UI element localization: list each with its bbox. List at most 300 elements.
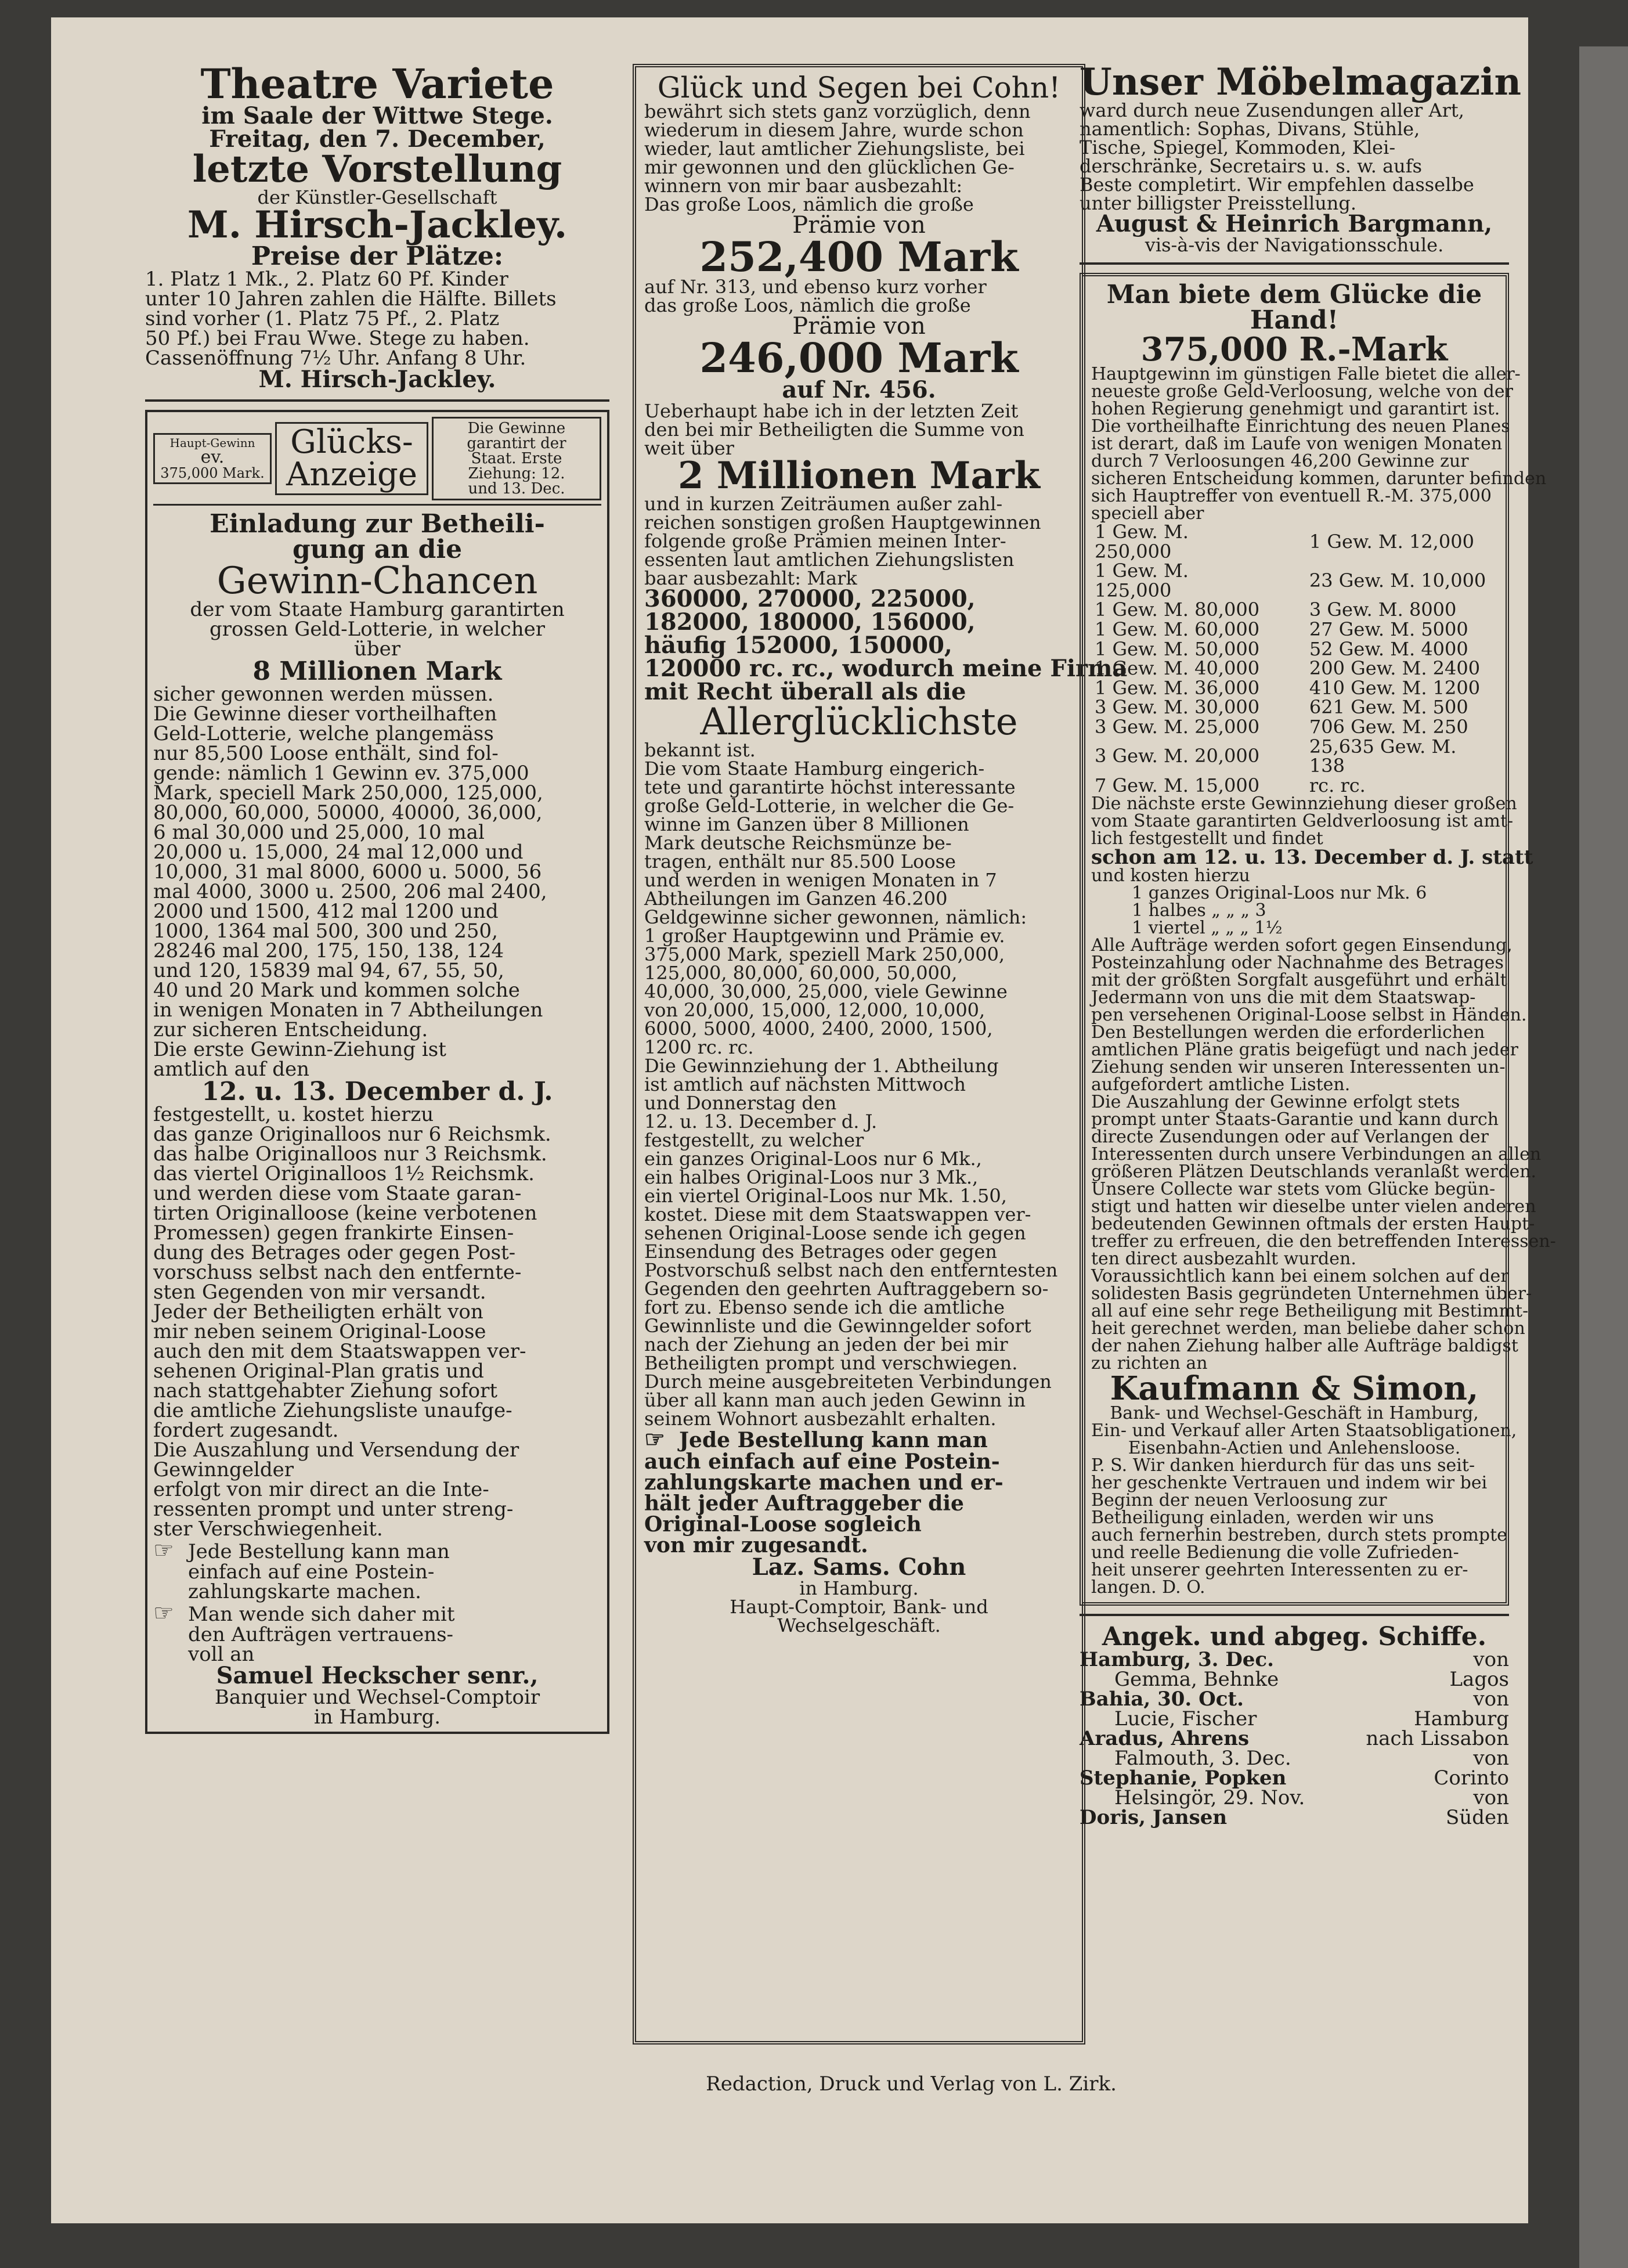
ad2-line: prompt unter Staats-Garantie und kann durch	[1091, 1109, 1499, 1130]
body-block-3	[153, 1105, 601, 1539]
signature: M. Hirsch-Jackley.	[258, 366, 496, 393]
ad2-line: Jedermann von uns die mit dem Staatswap-	[1091, 987, 1476, 1008]
moebel-line: unter billigster Preisstellung.	[1080, 192, 1357, 214]
cohn-line: über all kann man auch jeden Gewinn in	[644, 1389, 1026, 1411]
cohn-title: Glück und Segen bei Cohn!	[657, 71, 1061, 104]
body-line: das viertel Originalloos 1½ Reichsmk.	[153, 1162, 535, 1185]
kaufmann-firm: Kaufmann & Simon,	[1110, 1369, 1479, 1408]
cohn-line: ein halbes Original-Loos nur 3 Mk.,	[644, 1166, 979, 1188]
hand-line-text: voll an	[188, 1643, 255, 1666]
ad2-line: sicheren Entscheidung kommen, darunter befinden	[1091, 468, 1547, 489]
ad-header	[153, 417, 601, 506]
ad2-lines	[1091, 364, 1547, 524]
cohn-line: baar ausbezahlt: Mark	[644, 567, 857, 589]
body-line: dung des Betrages oder gegen Post-	[153, 1241, 516, 1264]
column-right	[1080, 60, 1556, 2165]
ship-destination: von	[1473, 1786, 1509, 1810]
cohn-line: weit über	[644, 437, 734, 459]
loose-list	[1091, 885, 1497, 937]
kaufmann-sub-line: Eisenbahn-Actien und Anlehensloose.	[1128, 1438, 1461, 1459]
body-line: 10,000, 31 mal 8000, 6000 u. 5000, 56	[153, 860, 542, 884]
letzte-vorstellung: letzte Vorstellung	[192, 147, 562, 191]
body-line: sehenen Original-Plan gratis und	[153, 1360, 484, 1383]
ship-destination: Hamburg	[1414, 1707, 1509, 1731]
body-line: Promessen) gegen frankirte Einsen-	[153, 1221, 514, 1245]
cohn-line: Geldgewinne sicher gewonnen, nämlich:	[644, 906, 1027, 928]
cohn-line: und Donnerstag den	[644, 1092, 837, 1114]
kuenstler: der Künstler-Gesellschaft	[257, 186, 497, 208]
cohn-line: 6000, 5000, 4000, 2400, 2000, 1500,	[644, 1018, 993, 1040]
cohn-hand-text: Original-Loose sogleich	[644, 1512, 922, 1537]
ship-name: Hamburg, 3. Dec.	[1080, 1648, 1274, 1672]
body-line: 40 und 20 Mark und kommen solche	[153, 979, 520, 1002]
body-line: nur 85,500 Loose enthält, sind fol-	[153, 742, 499, 765]
cohn-line: seinem Wohnort ausbezahlt erhalten.	[644, 1408, 997, 1430]
cohn-sender: Laz. Sams. Cohn	[752, 1553, 966, 1581]
ship-row	[1080, 1768, 1509, 1788]
company-name: M. Hirsch-Jackley.	[187, 203, 568, 247]
loose-line: 1 viertel „ „ „ 1½	[1132, 918, 1283, 939]
hand-line-text: Jede Bestellung kann man	[188, 1540, 450, 1563]
ship-name: Doris, Jansen	[1080, 1806, 1228, 1830]
cohn-line: essenten laut amtlichen Ziehungslisten	[644, 549, 1015, 571]
cohn-hand-line	[644, 1451, 1074, 1472]
ad2-line: ist derart, daß im Laufe von wenigen Monaten	[1091, 434, 1503, 454]
cohn-line: 125,000, 80,000, 60,000, 50,000,	[644, 962, 958, 984]
gewinne-cell: 1 Gew. M. 40,000	[1095, 657, 1260, 680]
body-line: über	[353, 637, 401, 661]
schon-line: schon am 12. u. 13. December d. J. statt	[1091, 846, 1533, 870]
moebel-line: Tische, Spiegel, Kommoden, Klei-	[1080, 136, 1396, 158]
gewinne-cell: 7 Gew. M. 15,000	[1095, 774, 1260, 796]
body-block-2	[153, 684, 601, 1079]
cohn-line: und werden in wenigen Monaten in 7	[644, 869, 997, 891]
ship-name: Falmouth, 3. Dec.	[1114, 1747, 1291, 1771]
ship-destination: von	[1473, 1688, 1509, 1711]
ad2-line: heit gerechnet werden, man beliebe daher schon	[1091, 1318, 1525, 1339]
body-line: Die Gewinne dieser vortheilhaften	[153, 702, 497, 726]
gewinne-cell: rc. rc.	[1309, 774, 1366, 796]
column-left	[145, 60, 609, 2119]
ship-row	[1080, 1788, 1509, 1808]
ps-line: heit unserer geehrten Interessenten zu er-	[1091, 1560, 1468, 1581]
cohn-hand-line	[644, 1535, 1074, 1556]
moebel-line: Beste completirt. Wir empfehlen dasselbe	[1080, 174, 1474, 196]
date-line: 12. u. 13. December d. J.	[201, 1077, 553, 1106]
divider	[1080, 1614, 1509, 1616]
cohn-hand-text: Jede Bestellung kann man	[679, 1428, 988, 1452]
ad2-lines-3	[1091, 935, 1556, 1374]
body-line: mir neben seinem Original-Loose	[153, 1320, 486, 1343]
hand-line	[153, 1625, 601, 1645]
gewinne-cell: 52 Gew. M. 4000	[1309, 637, 1468, 660]
body-line: Geld-Lotterie, welche plangemäss	[153, 722, 494, 745]
gewinne-row	[1091, 737, 1497, 776]
gewinne-cell: 621 Gew. M. 500	[1309, 696, 1468, 719]
body-line: festgestellt, u. kostet hierzu	[153, 1103, 434, 1126]
prize-number-line: mit Recht überall als die	[644, 678, 966, 705]
cohn-hand-block	[644, 1428, 1074, 1556]
praemie-label: Prämie von	[792, 212, 926, 239]
hand-line-text: einfach auf eine Postein-	[188, 1560, 435, 1584]
moebel-line: ward durch neue Zusendungen aller Art,	[1080, 99, 1464, 121]
ad2-line: vom Staate garantirten Geldverloosung ist amt-	[1091, 811, 1514, 832]
cohn-line: Betheiligten prompt und verschwiegen.	[644, 1352, 1018, 1374]
cohn-lines-4	[644, 495, 1074, 587]
pointing-hand-icon: ☞	[153, 1537, 174, 1564]
cohn-line: auf Nr. 313, und ebenso kurz vorher	[644, 276, 987, 298]
body-line: 28246 mal 200, 175, 150, 138, 124	[153, 939, 504, 962]
cohn-line: Die Gewinnziehung der 1. Abtheilung	[644, 1055, 999, 1077]
cohn-line: kostet. Diese mit dem Staatswappen ver-	[644, 1203, 1031, 1225]
ad2-line: lich festgestellt und findet	[1091, 828, 1323, 849]
gewinne-cell: 1 Gew. M. 12,000	[1309, 530, 1474, 553]
pointing-hand-icon: ☞	[153, 1600, 174, 1627]
body-line: auch den mit dem Staatswappen ver-	[153, 1340, 526, 1363]
ad-right-line: Die Gewinne	[467, 420, 566, 437]
cohn-hand-text: hält jeder Auftraggeber die	[644, 1491, 964, 1516]
ad2-line: Hauptgewinn im günstigen Falle bietet die aller-	[1091, 364, 1521, 384]
cohn-intro	[644, 102, 1074, 214]
ship-destination: Corinto	[1434, 1766, 1509, 1790]
preise-line: sind vorher (1. Platz 75 Pf., 2. Platz	[145, 307, 500, 330]
ships-title: Angek. und abgeg. Schiffe.	[1102, 1622, 1487, 1652]
body-line: Jeder der Betheiligten erhält von	[153, 1300, 483, 1324]
ad2-line: Die Auszahlung der Gewinne erfolgt stets	[1091, 1092, 1460, 1113]
cohn-line: Die vom Staate Hamburg eingerich-	[644, 758, 985, 780]
column-center-ad	[633, 64, 1128, 2045]
ev-label: ev.	[200, 447, 225, 467]
body-line: die amtliche Ziehungsliste unaufge-	[153, 1399, 512, 1422]
cohn-line: 40,000, 30,000, 25,000, viele Gewinne	[644, 980, 1008, 1003]
cohn-hand-text: von mir zugesandt.	[644, 1533, 868, 1557]
ps-line: her geschenkte Vertrauen und indem wir bei	[1091, 1473, 1488, 1494]
hand-line	[153, 1539, 601, 1562]
cohn-hand-line	[644, 1493, 1074, 1514]
gewinne-cell: 3 Gew. M. 30,000	[1095, 696, 1260, 719]
cohn-sender-line: Wechselgeschäft.	[777, 1614, 941, 1636]
cohn-line: ein ganzes Original-Loos nur 6 Mk.,	[644, 1148, 982, 1170]
gewinne-row	[1091, 640, 1497, 659]
gewinne-row	[1091, 600, 1497, 620]
ad2-line: zu richten an	[1091, 1353, 1208, 1374]
body-line: sicher gewonnen werden müssen.	[153, 683, 494, 706]
ship-row	[1080, 1806, 1509, 1830]
ad2-line: aufgefordert amtliche Listen.	[1091, 1074, 1351, 1095]
anzeige-label: Anzeige	[286, 456, 418, 493]
kosten-line: und kosten hierzu	[1091, 866, 1250, 886]
hand-line	[153, 1582, 601, 1602]
cohn-line: tete und garantirte höchst interessante	[644, 776, 1016, 798]
body-line: nach stattgehabter Ziehung sofort	[153, 1379, 498, 1402]
cohn-line: von 20,000, 15,000, 12,000, 10,000,	[644, 999, 986, 1021]
einladung-line: Einladung zur Betheili-	[210, 509, 545, 539]
gewinne-cell: 1 Gew. M. 80,000	[1095, 598, 1260, 621]
ship-name: Aradus, Ahrens	[1080, 1727, 1250, 1751]
ad2-line: directe Zusendungen oder auf Verlangen der	[1091, 1127, 1489, 1148]
ship-row	[1080, 1747, 1509, 1771]
theatre-title: Theatre Variete	[200, 60, 554, 108]
cohn-line: wieder, laut amtlicher Ziehungsliste, bei	[644, 138, 1025, 160]
gluecks-ad	[145, 410, 609, 1734]
body-line: ster Verschwiegenheit.	[153, 1517, 383, 1541]
ship-row	[1080, 1650, 1509, 1670]
body-line: gende: nämlich 1 Gewinn ev. 375,000	[153, 762, 529, 785]
moebel-firm: August & Heinrich Bargmann,	[1096, 210, 1493, 237]
body-line: 6 mal 30,000 und 25,000, 10 mal	[153, 821, 485, 844]
ad2-line: größeren Plätzen Deutschlands veranlaßt werden.	[1091, 1162, 1537, 1182]
divider	[145, 399, 609, 402]
cohn-hand-line	[644, 1428, 1074, 1451]
cohn-line: wiederum in diesem Jahre, wurde schon	[644, 119, 1024, 141]
body-line: erfolgt von mir direct an die Inte-	[153, 1478, 489, 1501]
ps-line: Betheiligung einladen, werden wir uns	[1091, 1508, 1434, 1528]
gewinne-row	[1091, 679, 1497, 698]
gewinne-cell: 1 Gew. M. 60,000	[1095, 618, 1260, 640]
gewinne-cell: 706 Gew. M. 250	[1309, 715, 1468, 738]
cohn-line: Ueberhaupt habe ich in der letzten Zeit	[644, 400, 1019, 422]
gewinne-cell: 1 Gew. M. 250,000	[1095, 521, 1189, 563]
ad2-line: bedeutenden Gewinnen oftmals der ersten Haupt-	[1091, 1214, 1535, 1235]
ships-list	[1080, 1648, 1509, 1830]
body-line: zur sicheren Entscheidung.	[153, 1018, 428, 1041]
cohn-line: Mark deutsche Reichsmünze be-	[644, 832, 952, 854]
ship-name: Gemma, Behnke	[1114, 1668, 1279, 1692]
body-line: in wenigen Monaten in 7 Abtheilungen	[153, 998, 543, 1022]
millionen-line: 8 Millionen Mark	[252, 657, 502, 686]
ship-destination: Süden	[1446, 1806, 1509, 1830]
ad2-line: neueste große Geld-Verloosung, welche von der	[1091, 381, 1513, 402]
ad2-line: ten direct ausbezahlt wurden.	[1091, 1249, 1356, 1270]
ship-row	[1080, 1727, 1509, 1751]
amount-label: 375,000 Mark.	[160, 465, 265, 481]
auf-nr: auf Nr. 456.	[782, 376, 936, 403]
ad-header-center	[275, 422, 428, 495]
cohn-line: 375,000 Mark, speziell Mark 250,000,	[644, 943, 1005, 965]
ad2-line: hohen Regierung genehmigt und garantirt ist.	[1091, 399, 1500, 419]
cohn-line: mir gewonnen und den glücklichen Ge-	[644, 156, 1015, 178]
ship-name: Stephanie, Popken	[1080, 1766, 1287, 1790]
footer-imprint: Redaction, Druck und Verlag von L. Zirk.	[706, 2072, 1117, 2096]
ad-right-line: und 13. Dec.	[468, 480, 565, 497]
ad2-line: Alle Aufträge werden sofort gegen Einsendung,	[1091, 935, 1513, 956]
cohn-line: Postvorschuß selbst nach den entferntesten	[644, 1259, 1058, 1281]
cohn-line: bewährt sich stets ganz vorzüglich, denn	[644, 100, 1031, 122]
pointing-hand-icon: ☞	[644, 1426, 665, 1453]
preise-line: 1. Platz 1 Mk., 2. Platz 60 Pf. Kinder	[145, 268, 508, 291]
ps-line: Beginn der neuen Verloosung zur	[1091, 1490, 1387, 1511]
cohn-line: reichen sonstigen großen Hauptgewinnen	[644, 511, 1041, 533]
cohn-hand-line	[644, 1514, 1074, 1535]
prize-number-line: 120000 rc. rc., wodurch meine Firma	[644, 655, 1128, 682]
cohn-hand-text: zahlungskarte machen und er-	[644, 1470, 1003, 1495]
ad2-line: Die vortheilhafte Einrichtung des neuen Planes	[1091, 416, 1510, 437]
ship-name: Bahia, 30. Oct.	[1080, 1688, 1244, 1711]
gewinne-row	[1091, 522, 1497, 561]
prize-numbers	[644, 585, 1128, 705]
moebel-line: derschränke, Secretairs u. s. w. aufs	[1080, 155, 1423, 177]
prize-number-line: 360000, 270000, 225000,	[644, 585, 976, 612]
ad2-line: pen versehenen Original-Loose selbst in Händen.	[1091, 1005, 1527, 1026]
gewinne-cell: 200 Gew. M. 2400	[1309, 657, 1481, 680]
cohn-hand-line	[644, 1472, 1074, 1493]
body-line: Mark, speciell Mark 250,000, 125,000,	[153, 781, 543, 805]
ship-row	[1080, 1709, 1509, 1729]
body-line: das halbe Originalloos nur 3 Reichsmk.	[153, 1142, 547, 1166]
cohn-line: Gegenden den geehrten Auftraggebern so-	[644, 1278, 1049, 1300]
cohn-sender-line: in Hamburg.	[799, 1577, 919, 1599]
ad2-line: all auf eine sehr rege Betheiligung mit Bestimmt-	[1091, 1301, 1529, 1322]
cohn-line: winnern von mir baar ausbezahlt:	[644, 175, 963, 197]
kaufmann-ad	[1080, 273, 1556, 1606]
ship-name: Helsingör, 29. Nov.	[1114, 1786, 1305, 1810]
millionen-mark: 2 Millionen Mark	[677, 454, 1041, 497]
ship-destination: Lagos	[1449, 1668, 1509, 1692]
cohn-line: nach der Ziehung an jeden der bei mir	[644, 1333, 1008, 1355]
gewinne-row	[1091, 561, 1497, 600]
body-line: ressenten prompt und unter streng-	[153, 1498, 514, 1521]
cohn-lines-3	[644, 402, 1074, 457]
loose-line: 1 halbes „ „ „ 3	[1132, 900, 1266, 921]
cohn-line: das große Loos, nämlich die große	[644, 294, 971, 316]
ad-header-right	[432, 417, 601, 500]
ad2-line: Die nächste erste Gewinnziehung dieser großen	[1091, 794, 1517, 814]
hand-line-text: zahlungskarte machen.	[188, 1580, 421, 1603]
ad2-amount: 375,000 R.-Mark	[1140, 330, 1448, 369]
preise-title: Preise der Plätze:	[251, 241, 504, 271]
cohn-lines-5	[644, 741, 1074, 1428]
divider	[1080, 262, 1509, 265]
preise-line: unter 10 Jahren zahlen die Hälfte. Billets	[145, 287, 557, 311]
gewinne-cell: 1 Gew. M. 50,000	[1095, 637, 1260, 660]
body-line: mal 4000, 3000 u. 2500, 206 mal 2400,	[153, 880, 547, 903]
body-line: fordert zugesandt.	[153, 1419, 339, 1442]
theatre-line-1: im Saale der Wittwe Stege.	[201, 102, 553, 129]
ad2-line: durch 7 Verloosungen 46,200 Gewinne zur	[1091, 451, 1469, 471]
gewinne-table	[1091, 522, 1497, 795]
ad-right-line: garantirt der	[467, 435, 566, 452]
body-line: Die Auszahlung und Versendung der	[153, 1438, 519, 1462]
cohn-line: ein viertel Original-Loos nur Mk. 1.50,	[644, 1185, 1007, 1207]
cohn-line: 1 großer Hauptgewinn und Prämie ev.	[644, 925, 1005, 947]
body-line: 1000, 1364 mal 500, 300 und 250,	[153, 920, 498, 943]
cohn-line: tragen, enthält nur 85.500 Loose	[644, 850, 956, 872]
ad-header-left	[153, 433, 272, 484]
ad2-title: Hand!	[1250, 305, 1339, 335]
ad2-line: der nahen Ziehung halber alle Aufträge baldigst	[1091, 1336, 1518, 1357]
cohn-line: 1200 rc. rc.	[644, 1036, 754, 1058]
hand-line	[153, 1602, 601, 1625]
ps-line: und reelle Bedienung die volle Zufrieden-	[1091, 1542, 1459, 1563]
cohn-line: Einsendung des Betrages oder gegen	[644, 1241, 997, 1263]
cohn-line: den bei mir Betheiligten die Summe von	[644, 419, 1024, 441]
ad2-line: Posteinzahlung oder Nachnahme des Betrages	[1091, 953, 1504, 973]
gewinne-cell: 3 Gew. M. 25,000	[1095, 715, 1260, 738]
cohn-line: Abtheilungen im Ganzen 46.200	[644, 888, 948, 910]
gewinne-cell: 27 Gew. M. 5000	[1309, 618, 1468, 640]
ad-right-line: Staat. Erste	[471, 450, 562, 467]
ad2-title: Man biete dem Glücke die	[1106, 280, 1482, 309]
ps-line: P. S. Wir danken hierdurch für das uns seit-	[1091, 1455, 1475, 1476]
ad2-line: Unsere Collecte war stets vom Glücke begün-	[1091, 1179, 1496, 1200]
cohn-line: und in kurzen Zeiträumen außer zahl-	[644, 493, 1003, 515]
gewinn-chancen: Gewinn-Chancen	[216, 560, 538, 603]
theatre-line-2: Freitag, den 7. December,	[209, 125, 546, 153]
ad2-line: sich Hauptreffer von eventuell R.-M. 375,000	[1091, 486, 1492, 506]
kaufmann-sub-line: Ein- und Verkauf aller Arten Staatsobligationen,	[1091, 1420, 1517, 1441]
ship-destination: nach Lissabon	[1366, 1727, 1509, 1751]
ship-destination: von	[1473, 1648, 1509, 1672]
praemie-label-2: Prämie von	[792, 313, 926, 340]
body-line: der vom Staate Hamburg garantirten	[190, 598, 565, 621]
body-line: vorschuss selbst nach den entfernte-	[153, 1261, 522, 1284]
cohn-line: sehenen Original-Loose sende ich gegen	[644, 1222, 1026, 1244]
kaufmann-firm-sub	[1091, 1403, 1517, 1459]
body-line: sten Gegenden von mir versandt.	[153, 1281, 486, 1304]
body-line: tirten Originalloose (keine verbotenen	[153, 1202, 537, 1225]
hand-block	[153, 1539, 601, 1664]
body-line: und 120, 15839 mal 94, 67, 55, 50,	[153, 959, 504, 982]
ad2-line: Ziehung senden wir unseren Interessenten un-	[1091, 1057, 1506, 1078]
cohn-line: fort zu. Ebenso sende ich die amtliche	[644, 1296, 1005, 1318]
loose-line: 1 ganzes Original-Loos nur Mk. 6	[1132, 883, 1427, 904]
hand-line-text: Man wende sich daher mit	[188, 1603, 455, 1626]
gewinne-row	[1091, 717, 1497, 737]
gewinne-row	[1091, 698, 1497, 717]
cohn-line: Gewinnliste und die Gewinngelder sofort	[644, 1315, 1031, 1337]
hand-line-text: den Aufträgen vertrauens-	[188, 1623, 454, 1646]
gewinne-cell: 23 Gew. M. 10,000	[1309, 569, 1486, 592]
body-line: Gewinngelder	[153, 1458, 294, 1481]
kaufmann-sub-line: Bank- und Wechsel-Geschäft in Hamburg,	[1110, 1403, 1479, 1424]
moebel-firm-sub: vis-à-vis der Navigationsschule.	[1145, 234, 1444, 256]
ad2-line: treffer zu erfreuen, die den betreffenden Interessen-	[1091, 1231, 1556, 1252]
body-line: das ganze Originalloos nur 6 Reichsmk.	[153, 1123, 551, 1146]
gewinne-row	[1091, 659, 1497, 679]
amount-2: 246,000 Mark	[699, 334, 1019, 382]
ad-right-line: Ziehung: 12.	[468, 465, 565, 482]
cohn-line: winne im Ganzen über 8 Millionen	[644, 813, 969, 835]
gewinne-cell: 25,635 Gew. M. 138	[1309, 735, 1457, 777]
gewinne-cell: 410 Gew. M. 1200	[1309, 676, 1481, 699]
gewinne-cell: 1 Gew. M. 125,000	[1095, 560, 1189, 601]
cohn-line: große Geld-Lotterie, in welcher die Ge-	[644, 795, 1015, 817]
cohn-line: festgestellt, zu welcher	[644, 1129, 864, 1151]
ad2-line: solidesten Basis gegründeten Unternehmen über-	[1091, 1283, 1532, 1304]
hand-line	[153, 1645, 601, 1664]
cohn-line: folgende große Prämien meinen Inter-	[644, 530, 1006, 552]
prize-number-line: 182000, 180000, 156000,	[644, 608, 976, 636]
moebel-line: namentlich: Sophas, Divans, Stühle,	[1080, 118, 1420, 140]
preise-line: Cassenöffnung 7½ Uhr. Anfang 8 Uhr.	[145, 347, 526, 370]
ad2-line: Den Bestellungen werden die erforderlichen	[1091, 1022, 1485, 1043]
cohn-line: Durch meine ausgebreiteten Verbindungen	[644, 1371, 1052, 1393]
ad2-line: amtlichen Pläne gratis beigefügt und nach jeder	[1091, 1040, 1518, 1061]
moebel-lines	[1080, 101, 1509, 212]
ps-line: auch fernerhin bestreben, durch stets prompte	[1091, 1525, 1507, 1546]
cohn-line: bekannt ist.	[644, 739, 756, 761]
ad2-lines-2	[1091, 794, 1517, 849]
gewinne-row	[1091, 620, 1497, 640]
ad2-line: stigt und hatten wir dieselbe unter vielen anderen	[1091, 1196, 1536, 1217]
cohn-line: Das große Loos, nämlich die große	[644, 193, 974, 215]
body-line: Die erste Gewinn-Ziehung ist	[153, 1038, 446, 1061]
einladung-line: gung an die	[292, 535, 463, 564]
hand-line	[153, 1562, 601, 1582]
amount-1: 252,400 Mark	[699, 233, 1019, 281]
body-line: 80,000, 60,000, 50000, 40000, 36,000,	[153, 801, 543, 824]
gewinne-cell: 3 Gew. M. 20,000	[1095, 745, 1260, 767]
